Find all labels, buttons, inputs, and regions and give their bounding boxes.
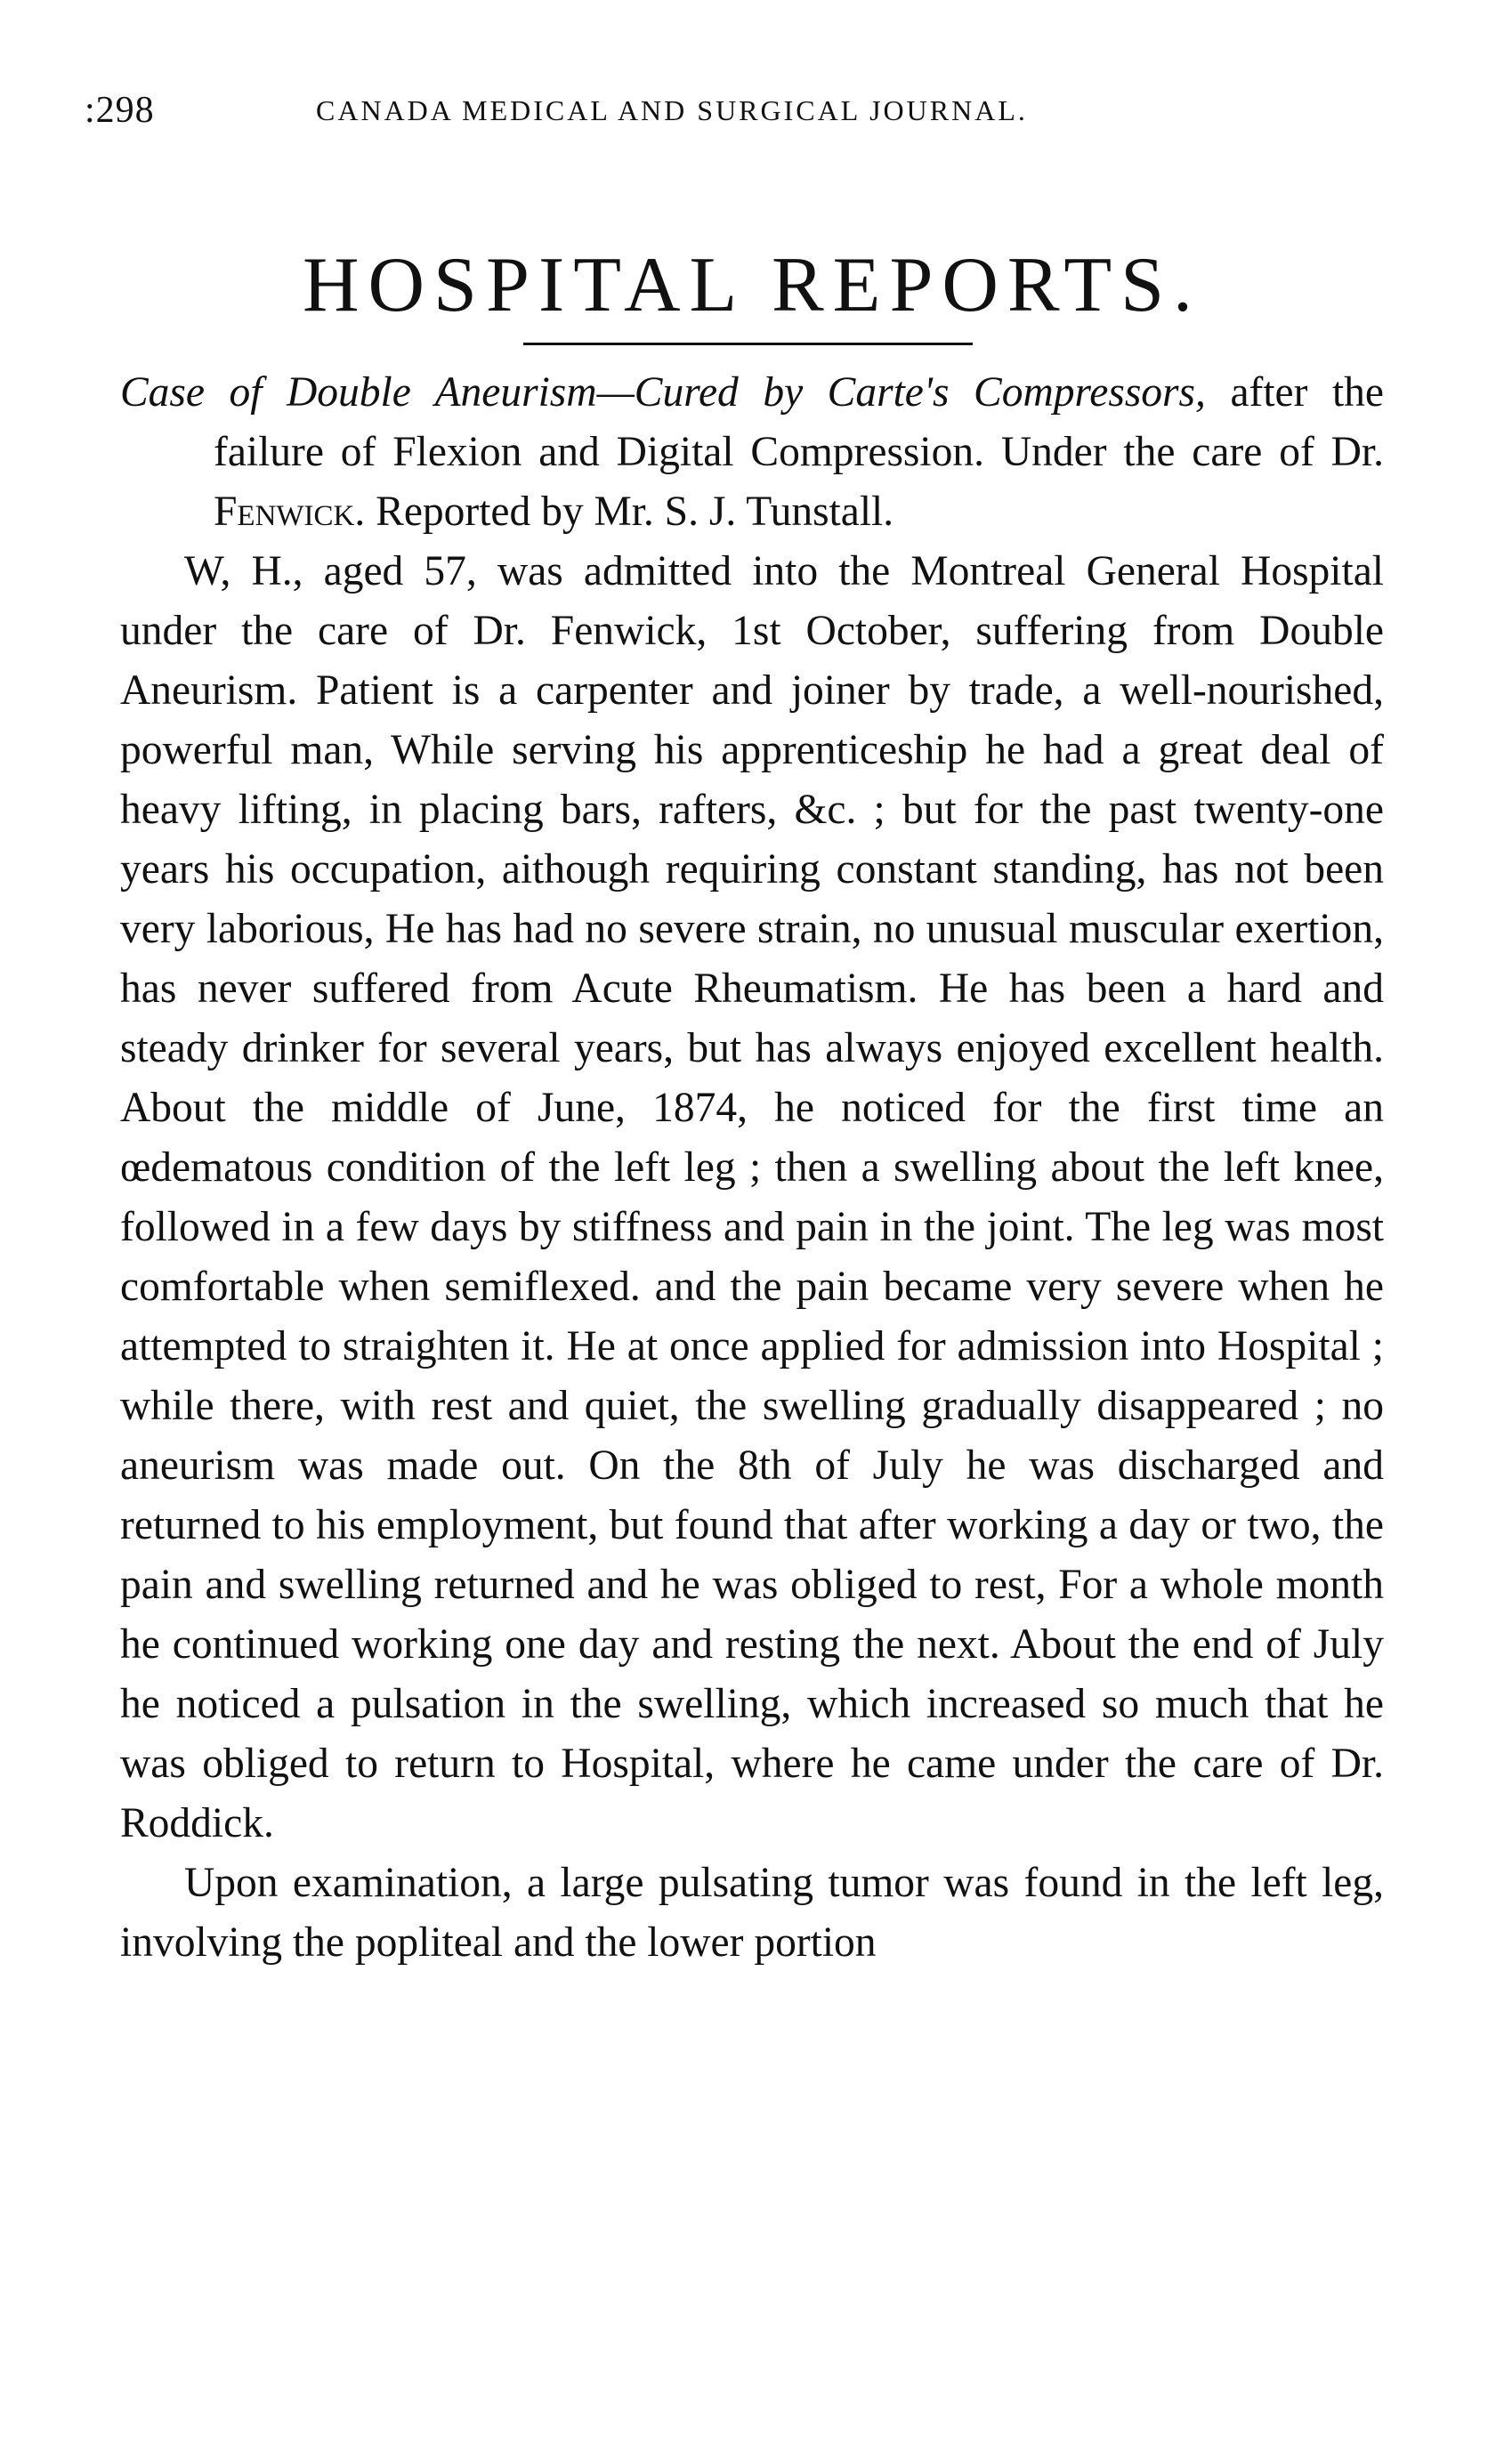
page-number: :298 xyxy=(85,90,155,131)
report-heading xyxy=(120,363,1384,542)
paragraph-case-history: W, H., aged 57, was admitted into the Montreal General Hospital under the care of Dr. Fenwick, 1st October, suffering from Double Aneurism. Patient is a carpenter and joiner by trade, a well-nourished, powerful man, While serving his apprenticeship he had a great deal of heavy lifting, in placing bars, rafters, &c. ; but for the past twenty-one years his occupation, aithough requiring constant standing, has not been very laborious, He has had no severe strain, no unusual muscular exertion, has never suffered from Acute Rheumatism. He has been a hard and steady drinker for several years, but has always enjoyed excellent health. About the middle of June, 1874, he noticed for the first time an œdematous condition of the left leg ; then a swelling about the left knee, followed in a few days by stiffness and pain in the joint. The leg was most comfortable when semiflexed. and the pain became very severe when he attempted to straighten it. He at once applied for admission into Hospital ; while there, with rest and quiet, the swelling gradually disappeared ; no aneurism was made out. On the 8th of July he was discharged and returned to his employment, but found that after working a day or two, the pain and swelling returned and he was obliged to rest, For a whole month he continued working one day and resting the next. About the end of July he noticed a pulsation in the swelling, which increased so much that he was obliged to return to Hospital, where he came under the care of Dr. Roddick. xyxy=(120,548,1384,1846)
report-subtitle-post: . Reported by Mr. S. J. Tunstall. xyxy=(354,489,894,535)
journal-title: CANADA MEDICAL AND SURGICAL JOURNAL. xyxy=(316,94,1028,126)
paragraph-examination: Upon examination, a large pulsating tumor was found in the left leg, involving the popliteal and the lower portion xyxy=(120,1860,1384,1966)
doctor-name: Fenwick xyxy=(214,489,355,535)
running-head xyxy=(85,89,1419,142)
section-title: HOSPITAL REPORTS. xyxy=(302,242,1202,328)
report-subtitle-pre: after the failure of Flexion and Digital Compression. Under the care of Dr. xyxy=(214,369,1384,475)
case-title: Case of Double Aneurism—Cured by Carte's Compressors, xyxy=(120,369,1206,416)
article-body xyxy=(120,363,1384,1973)
title-underline xyxy=(523,343,973,345)
